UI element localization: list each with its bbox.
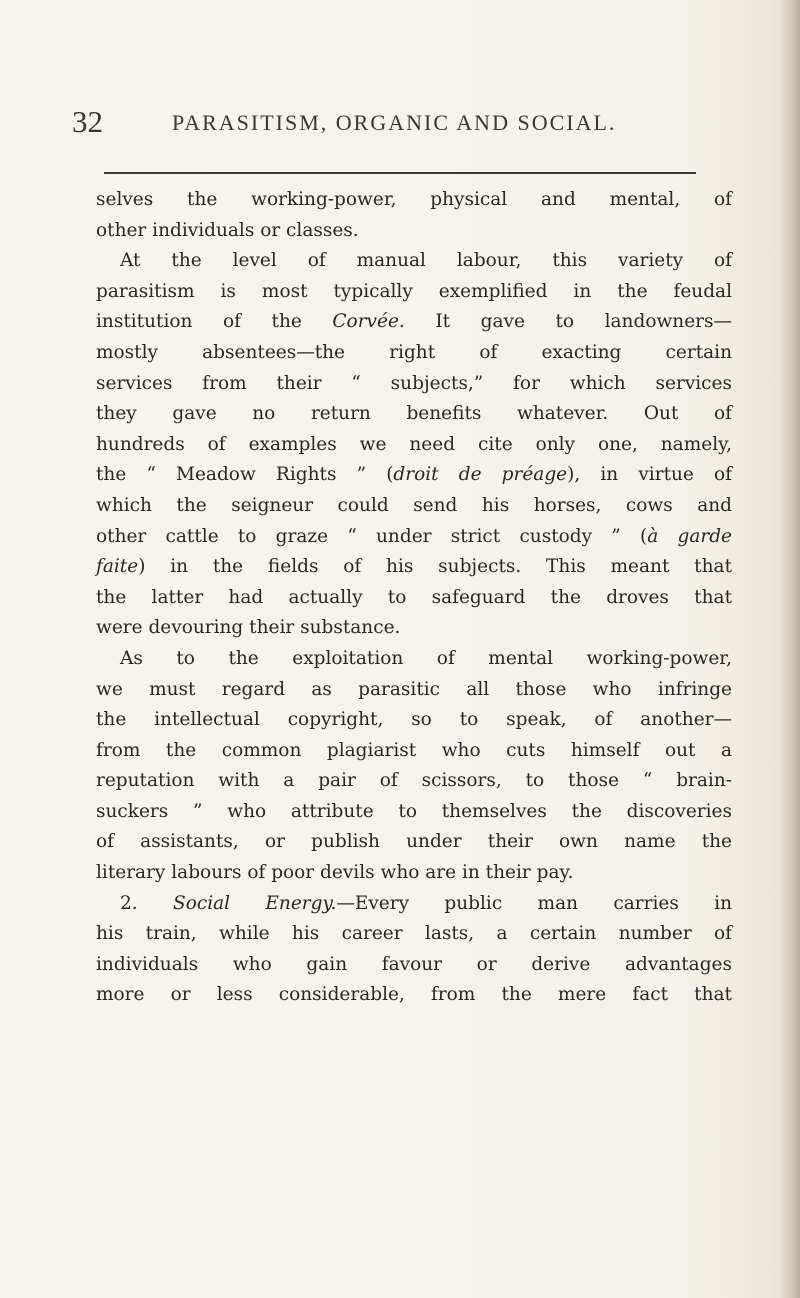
- text-line: literary labours of poor devils who are in their pay.: [96, 862, 574, 884]
- text-line: suckers ” who attribute to themselves the discoveries: [96, 800, 732, 822]
- line-segment: 2.: [120, 892, 174, 914]
- italic-term: faite: [96, 556, 139, 578]
- text-line: mostly absentees—the right of exacting certain: [96, 341, 732, 363]
- page-header: [72, 98, 752, 138]
- page-edge-shadow: [778, 0, 800, 1298]
- text-line: As to the exploitation of mental working-power,: [120, 647, 732, 669]
- body-text: [96, 185, 732, 1011]
- text-line: [96, 307, 732, 338]
- text-line: the intellectual copyright, so to speak, of another—: [96, 709, 732, 731]
- line-segment: ) in the fields of his subjects. This meant that: [138, 556, 732, 578]
- text-line: which the seigneur could send his horses, cows and: [96, 494, 732, 516]
- line-segment: ), in virtue of: [567, 464, 732, 486]
- text-line: we must regard as parasitic all those who infringe: [96, 678, 732, 700]
- text-line: selves the working-power, physical and mental, of: [96, 189, 732, 210]
- text-line: [96, 889, 732, 920]
- text-line: services from their “ subjects,” for which services: [96, 372, 732, 394]
- italic-term: à garde: [647, 525, 733, 547]
- running-head: PARASITISM, ORGANIC AND SOCIAL.: [172, 110, 617, 135]
- text-line: [96, 460, 732, 491]
- line-segment: —Every public man carries in: [336, 892, 732, 914]
- text-line: hundreds of examples we need cite only one, namely,: [96, 433, 732, 455]
- text-line: At the level of manual labour, this variety of: [120, 250, 732, 272]
- text-line: [96, 552, 732, 583]
- text-line: other individuals or classes.: [96, 219, 359, 241]
- text-line: from the common plagiarist who cuts himself out a: [96, 739, 732, 761]
- italic-term: droit de préage: [393, 464, 568, 486]
- text-line: [96, 522, 732, 553]
- text-line: more or less considerable, from the mere fact that: [96, 984, 732, 1006]
- line-segment: institution of the: [96, 311, 333, 333]
- text-line: reputation with a pair of scissors, to those “ brain-: [96, 770, 732, 792]
- text-line: were devouring their substance.: [96, 617, 401, 639]
- text-line: individuals who gain favour or derive advantages: [96, 953, 732, 975]
- text-line: his train, while his career lasts, a certain number of: [96, 923, 732, 945]
- line-segment: the “ Meadow Rights ” (: [96, 464, 394, 486]
- header-rule: [104, 172, 696, 174]
- text-line: parasitism is most typically exemplified in the feudal: [96, 280, 732, 302]
- italic-term: Corvée.: [332, 311, 405, 333]
- text-line: they gave no return benefits whatever. Out of: [96, 403, 732, 425]
- italic-term: Social Energy.: [173, 892, 337, 914]
- page-number: 32: [72, 104, 103, 139]
- text-line: the latter had actually to safeguard the droves that: [96, 586, 732, 608]
- line-segment: It gave to landowners—: [404, 311, 732, 333]
- line-segment: other cattle to graze “ under strict custody ” (: [96, 525, 648, 547]
- text-line: of assistants, or publish under their own name the: [96, 831, 732, 853]
